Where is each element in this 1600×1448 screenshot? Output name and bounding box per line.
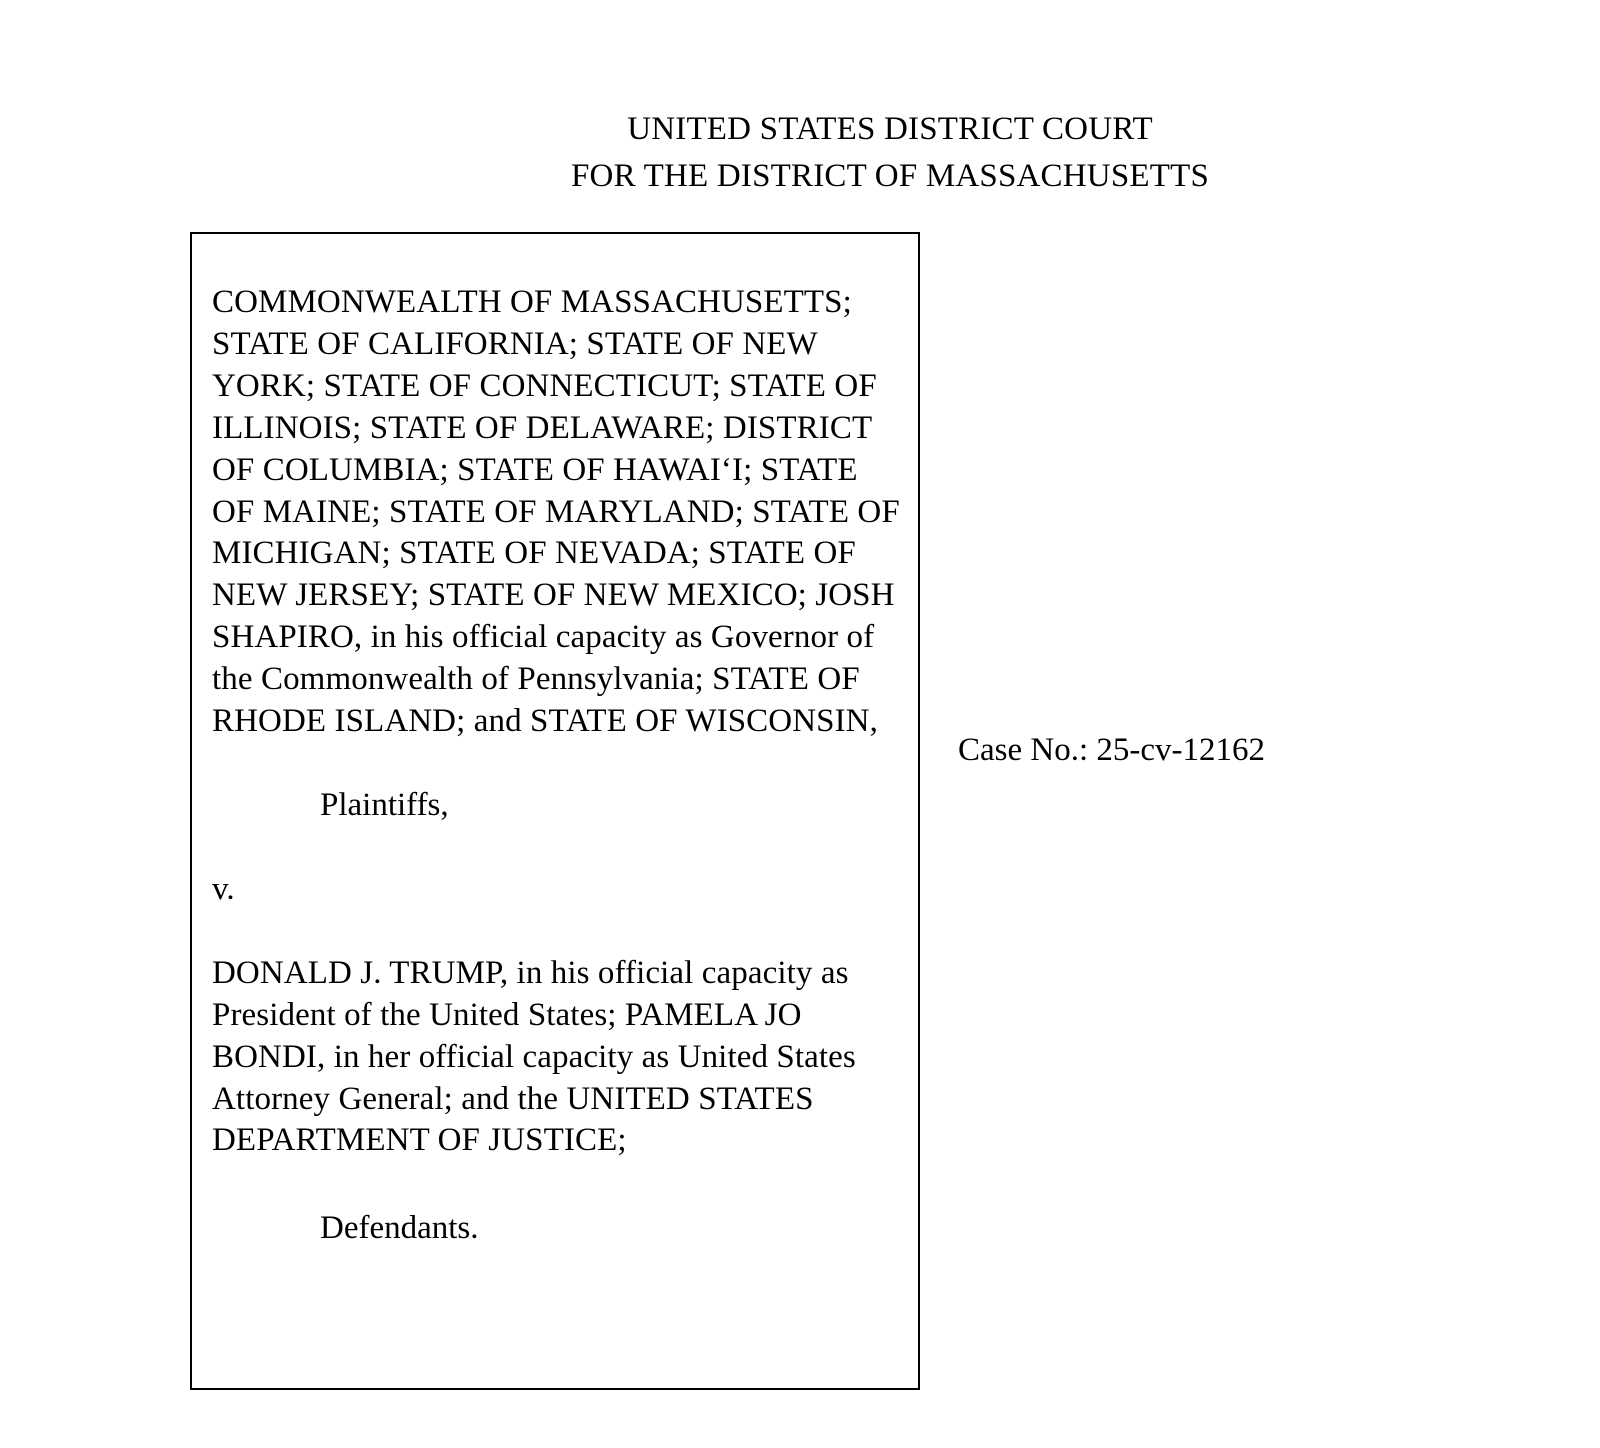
defendants-label: Defendants. [320,1210,479,1247]
court-title-line1: UNITED STATES DISTRICT COURT [627,111,1153,147]
court-header [180,106,1600,200]
case-number: Case No.: 25-cv-12162 [958,732,1266,768]
plaintiffs-label: Plaintiffs, [320,786,449,823]
versus-label: v. [212,870,235,907]
court-title-line2: FOR THE DISTRICT OF MASSACHUSETTS [571,157,1209,194]
plaintiffs-list: COMMONWEALTH OF MASSACHUSETTS; STATE OF CALIFORNIA; STATE OF NEW YORK; STATE OF CONNECTICUT; STATE OF ILLINOIS; STATE OF DELAWARE; DISTRICT OF COLUMBIA; STATE OF HAWAI‘I; STATE OF MAINE; STATE OF MARYLAND; STATE OF MICHIGAN; STATE OF NEVADA; STATE OF NEW JERSEY; STATE OF NEW MEXICO; JOSH SHAPIRO, in his official capacity as Governor of the Commonwealth of Pennsylvania; STATE OF RHODE ISLAND; and STATE OF WISCONSIN, [212,284,900,740]
defendants-list: DONALD J. TRUMP, in his official capacity as President of the United States; PAMELA JO BONDI, in her official capacity as United States Attorney General; and the UNITED STATES DEPARTMENT OF JUSTICE; [212,954,856,1159]
case-caption-box [190,232,920,1390]
